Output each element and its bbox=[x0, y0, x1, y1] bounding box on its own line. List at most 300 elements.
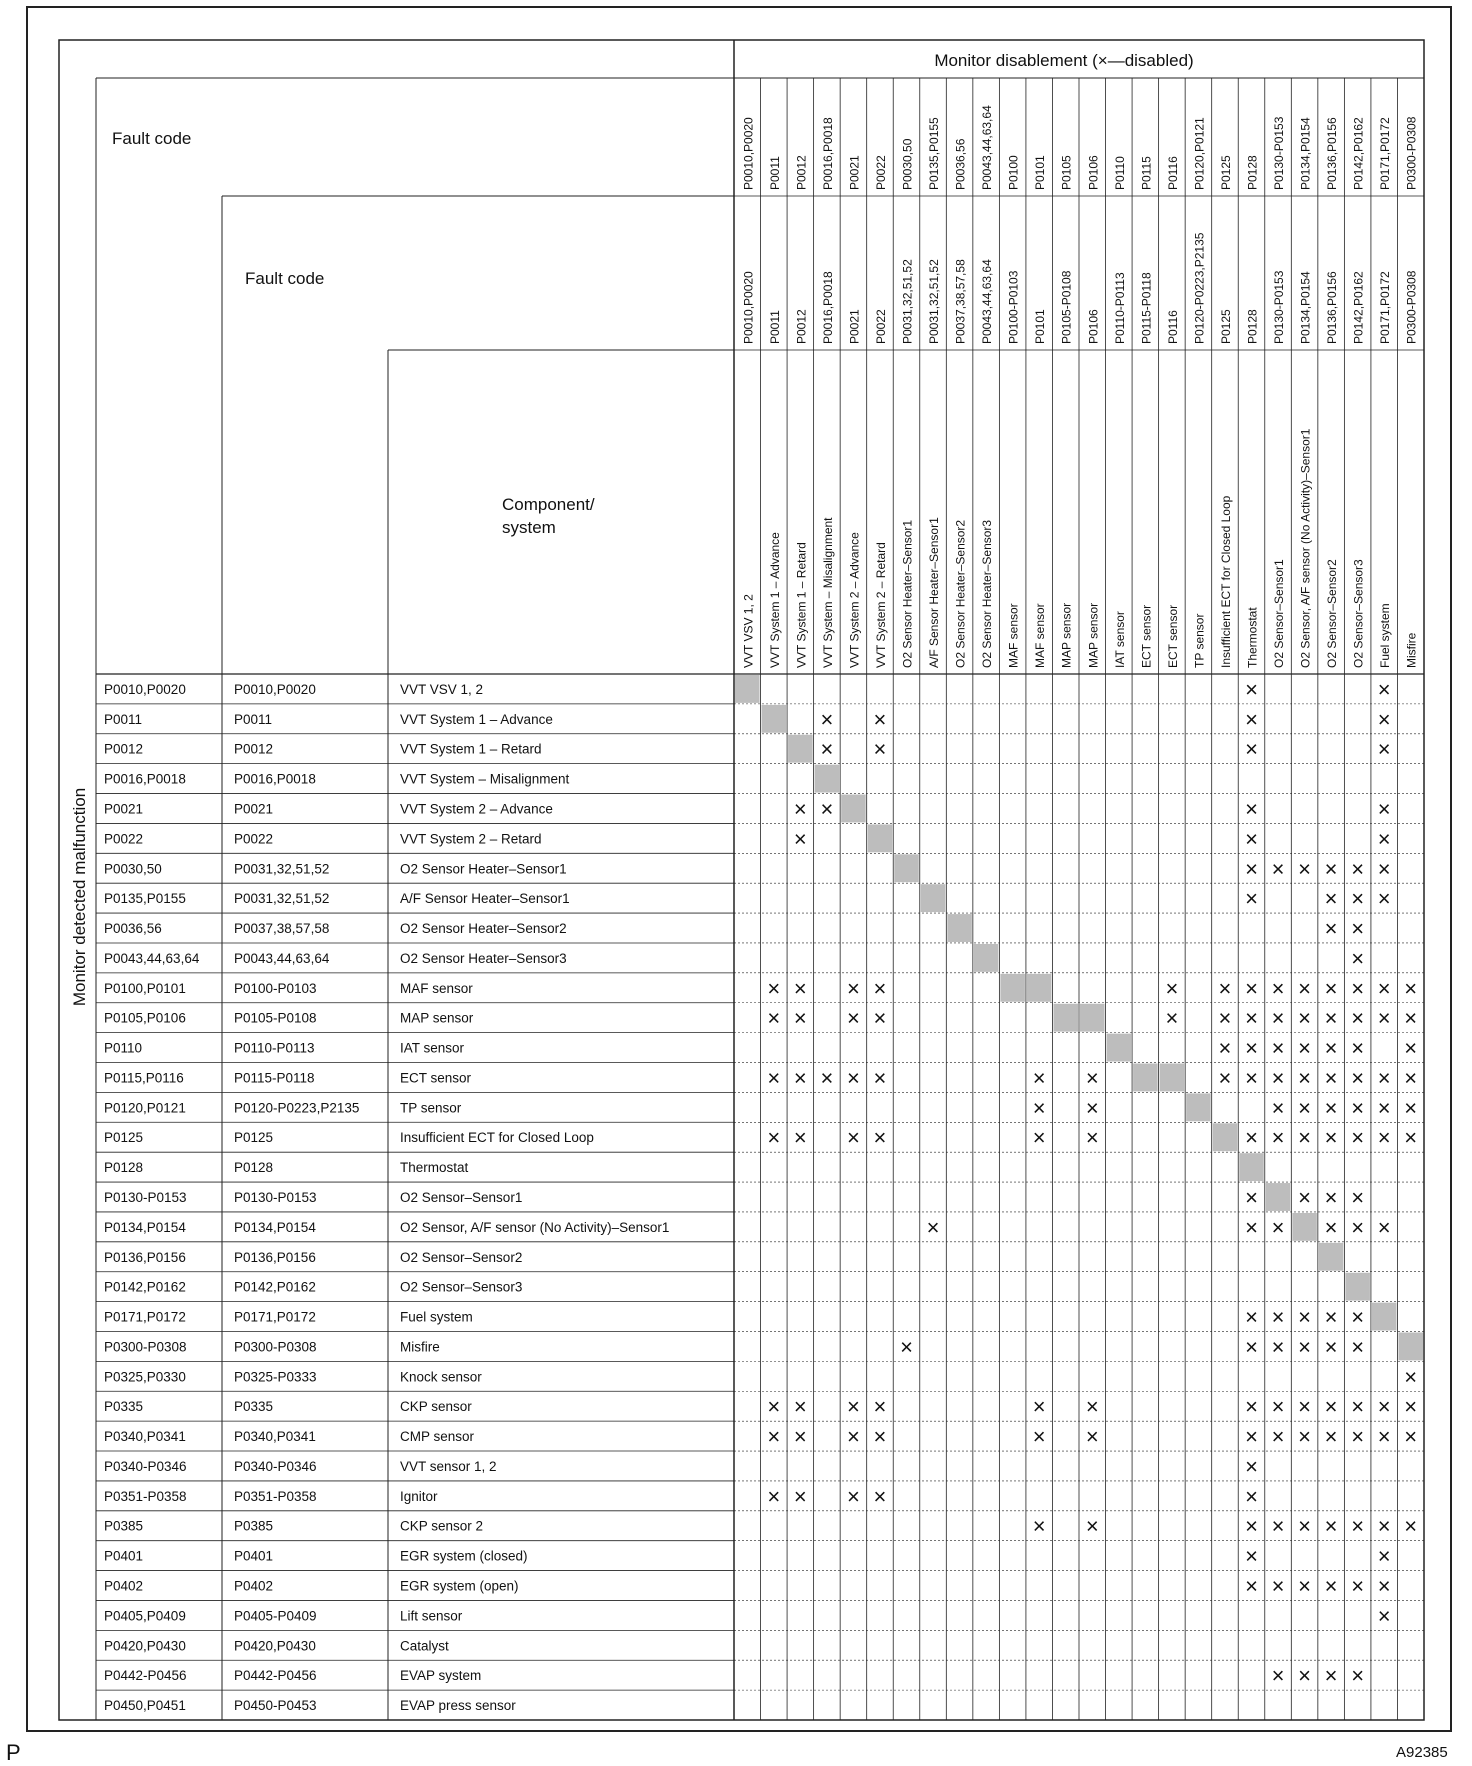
diagonal-shade-cell bbox=[1266, 1183, 1291, 1211]
column-code-2: P0136,P0156 bbox=[1325, 271, 1340, 344]
disable-mark: × bbox=[793, 796, 807, 822]
disable-mark: × bbox=[1271, 1394, 1285, 1420]
row-code-2: P0031,32,51,52 bbox=[234, 891, 330, 907]
disable-mark: × bbox=[1324, 1304, 1338, 1330]
disable-mark: × bbox=[1271, 1304, 1285, 1330]
row-component: EGR system (open) bbox=[400, 1578, 519, 1594]
row-component: O2 Sensor–Sensor3 bbox=[400, 1279, 523, 1295]
disable-mark: × bbox=[1351, 1394, 1365, 1420]
row-code-1: P0128 bbox=[104, 1160, 144, 1176]
disable-mark: × bbox=[793, 1394, 807, 1420]
disable-mark: × bbox=[1032, 1394, 1046, 1420]
row-component: Thermostat bbox=[400, 1160, 469, 1176]
row-component: CKP sensor 2 bbox=[400, 1518, 484, 1534]
disable-mark: × bbox=[1245, 1005, 1258, 1031]
disable-mark: × bbox=[846, 975, 860, 1001]
disable-mark: × bbox=[1377, 856, 1391, 882]
disable-mark: × bbox=[1245, 676, 1258, 702]
row-code-1: P0030,50 bbox=[104, 861, 162, 877]
disable-mark: × bbox=[1351, 1095, 1365, 1121]
diagonal-shade-cell bbox=[1080, 1004, 1105, 1032]
column-component: O2 Sensor Heater–Sensor1 bbox=[900, 519, 915, 668]
disable-mark: × bbox=[1085, 1095, 1099, 1121]
disable-mark: × bbox=[1165, 1005, 1179, 1031]
disable-mark: × bbox=[793, 826, 807, 852]
row-code-2: P0340,P0341 bbox=[234, 1429, 316, 1445]
disable-mark: × bbox=[1324, 1424, 1338, 1450]
row-code-1: P0340,P0341 bbox=[104, 1429, 186, 1445]
row-code-2: P0142,P0162 bbox=[234, 1279, 316, 1295]
disable-mark: × bbox=[1245, 1424, 1258, 1450]
disable-mark: × bbox=[793, 1005, 807, 1031]
column-code-1: P0101 bbox=[1033, 155, 1048, 190]
column-component: O2 Sensor–Sensor1 bbox=[1272, 559, 1287, 668]
column-component: IAT sensor bbox=[1112, 611, 1127, 668]
header-system: system bbox=[502, 518, 556, 537]
row-component: VVT System 1 – Retard bbox=[400, 741, 542, 757]
row-code-1: P0100,P0101 bbox=[104, 980, 186, 996]
diagonal-shade-cell bbox=[1186, 1093, 1211, 1121]
row-code-1: P0405,P0409 bbox=[104, 1608, 186, 1624]
disable-mark: × bbox=[1404, 975, 1418, 1001]
disable-mark: × bbox=[1377, 736, 1391, 762]
disable-mark: × bbox=[1377, 1573, 1391, 1599]
diagonal-shade-cell bbox=[815, 765, 840, 793]
column-component: O2 Sensor Heater–Sensor2 bbox=[953, 519, 968, 668]
row-code-2: P0335 bbox=[234, 1399, 274, 1415]
disable-mark: × bbox=[1351, 1065, 1365, 1091]
column-code-1: P0128 bbox=[1245, 155, 1260, 190]
column-code-1: P0106 bbox=[1086, 155, 1101, 190]
disable-mark: × bbox=[1324, 1065, 1338, 1091]
row-component: MAF sensor bbox=[400, 980, 473, 996]
row-component: Insufficient ECT for Closed Loop bbox=[400, 1130, 594, 1146]
row-component: Knock sensor bbox=[400, 1369, 482, 1385]
column-component: MAP sensor bbox=[1086, 602, 1101, 668]
diagonal-shade-cell bbox=[1239, 1153, 1264, 1181]
disable-mark: × bbox=[1245, 886, 1258, 912]
disable-mark: × bbox=[1324, 1513, 1338, 1539]
header-fault-code-1: Fault code bbox=[112, 129, 192, 148]
disable-mark: × bbox=[1404, 1513, 1418, 1539]
disable-mark: × bbox=[1298, 1304, 1312, 1330]
disable-mark: × bbox=[873, 1005, 887, 1031]
disable-mark: × bbox=[873, 736, 887, 762]
disable-mark: × bbox=[1377, 886, 1391, 912]
row-code-2: P0115-P0118 bbox=[234, 1070, 315, 1086]
column-code-2: P0300-P0308 bbox=[1404, 270, 1419, 344]
disable-mark: × bbox=[873, 706, 887, 732]
disable-mark: × bbox=[1271, 975, 1285, 1001]
disable-mark: × bbox=[846, 1424, 860, 1450]
disable-mark: × bbox=[1377, 1214, 1391, 1240]
disable-mark: × bbox=[1404, 1424, 1418, 1450]
disable-mark: × bbox=[1298, 1663, 1312, 1689]
disable-mark: × bbox=[1245, 1513, 1258, 1539]
row-component: CMP sensor bbox=[400, 1429, 475, 1445]
column-code-2: P0010,P0020 bbox=[741, 271, 756, 344]
disable-mark: × bbox=[1218, 1035, 1232, 1061]
disable-mark: × bbox=[1351, 1005, 1365, 1031]
row-code-2: P0043,44,63,64 bbox=[234, 950, 330, 966]
column-code-1: P0043,44,63,64 bbox=[980, 105, 995, 190]
row-code-1: P0011 bbox=[104, 711, 143, 727]
column-code-1: P0010,P0020 bbox=[741, 117, 756, 190]
disable-mark: × bbox=[873, 1394, 887, 1420]
row-code-2: P0401 bbox=[234, 1548, 274, 1564]
disable-mark: × bbox=[767, 1483, 781, 1509]
column-code-2: P0031,32,51,52 bbox=[927, 259, 942, 344]
column-component: VVT System 1 – Retard bbox=[794, 542, 809, 668]
disable-mark: × bbox=[1245, 1543, 1258, 1569]
disable-mark: × bbox=[1377, 1603, 1391, 1629]
row-code-1: P0130-P0153 bbox=[104, 1190, 187, 1205]
disable-mark: × bbox=[873, 1483, 887, 1509]
disable-mark: × bbox=[767, 1065, 781, 1091]
row-code-1: P0450,P0451 bbox=[104, 1698, 186, 1714]
disable-mark: × bbox=[1298, 1005, 1312, 1031]
disable-mark: × bbox=[1351, 1663, 1365, 1689]
disable-mark: × bbox=[1351, 1424, 1365, 1450]
disable-mark: × bbox=[1245, 1125, 1258, 1151]
diagonal-shade-cell bbox=[788, 735, 813, 763]
row-component: O2 Sensor Heater–Sensor3 bbox=[400, 950, 567, 966]
column-code-2: P0043,44,63,64 bbox=[980, 259, 995, 344]
diagonal-shade-cell bbox=[1372, 1303, 1397, 1331]
disable-mark: × bbox=[1324, 1185, 1338, 1210]
disable-mark: × bbox=[793, 1424, 807, 1450]
disable-mark: × bbox=[1404, 1394, 1418, 1420]
disable-mark: × bbox=[1377, 796, 1391, 822]
row-code-2: P0100-P0103 bbox=[234, 980, 317, 996]
row-code-2: P0128 bbox=[234, 1160, 274, 1176]
disable-mark: × bbox=[1324, 1035, 1338, 1061]
disable-mark: × bbox=[1271, 1663, 1285, 1689]
disable-mark: × bbox=[1351, 886, 1365, 912]
row-code-2: P0021 bbox=[234, 801, 274, 817]
disable-mark: × bbox=[1218, 975, 1232, 1001]
column-code-2: P0011 bbox=[767, 310, 782, 344]
diagonal-shade-cell bbox=[1292, 1213, 1317, 1241]
disable-mark: × bbox=[1351, 1185, 1365, 1210]
column-code-1: P0171,P0172 bbox=[1378, 117, 1393, 190]
disable-mark: × bbox=[1404, 1005, 1418, 1031]
disable-mark: × bbox=[846, 1483, 860, 1509]
disable-mark: × bbox=[1298, 1424, 1312, 1450]
row-code-1: P0142,P0162 bbox=[104, 1279, 186, 1295]
column-component: Insufficient ECT for Closed Loop bbox=[1218, 495, 1233, 668]
header-component: Component/ bbox=[502, 495, 595, 514]
row-code-2: P0385 bbox=[234, 1518, 274, 1534]
row-code-1: P0022 bbox=[104, 831, 144, 847]
row-code-1: P0110 bbox=[104, 1040, 143, 1056]
column-code-2: P0171,P0172 bbox=[1378, 271, 1393, 344]
column-component: O2 Sensor–Sensor3 bbox=[1351, 559, 1366, 668]
row-code-2: P0442-P0456 bbox=[234, 1668, 317, 1684]
disable-mark: × bbox=[1271, 1035, 1285, 1061]
disable-mark: × bbox=[1271, 1424, 1285, 1450]
disable-mark: × bbox=[873, 1065, 887, 1091]
disable-mark: × bbox=[1245, 975, 1258, 1001]
row-code-2: P0105-P0108 bbox=[234, 1010, 317, 1026]
row-code-2: P0351-P0358 bbox=[234, 1488, 317, 1504]
disable-mark: × bbox=[1298, 1513, 1312, 1539]
column-component: VVT System 2 – Retard bbox=[873, 542, 888, 668]
disable-mark: × bbox=[1271, 1513, 1285, 1539]
row-code-1: P0021 bbox=[104, 801, 144, 817]
disable-mark: × bbox=[1032, 1095, 1046, 1121]
column-code-1: P0120,P0121 bbox=[1192, 117, 1207, 190]
column-code-2: P0115-P0118 bbox=[1139, 272, 1154, 344]
disable-mark: × bbox=[1324, 1663, 1338, 1689]
disable-mark: × bbox=[1085, 1513, 1099, 1539]
diagonal-shade-cell bbox=[1398, 1332, 1423, 1360]
column-code-1: P0116 bbox=[1165, 156, 1180, 190]
diagonal-shade-cell bbox=[1107, 1034, 1132, 1062]
diagonal-shade-cell bbox=[894, 854, 919, 882]
disable-mark: × bbox=[1351, 1125, 1365, 1151]
row-code-1: P0135,P0155 bbox=[104, 891, 186, 907]
column-component: MAP sensor bbox=[1059, 602, 1074, 668]
disable-mark: × bbox=[1351, 975, 1365, 1001]
column-code-1: P0016,P0018 bbox=[820, 117, 835, 190]
row-code-2: P0010,P0020 bbox=[234, 681, 316, 697]
disable-mark: × bbox=[1245, 1453, 1258, 1479]
disable-mark: × bbox=[820, 706, 834, 732]
disable-mark: × bbox=[1245, 736, 1258, 762]
disable-mark: × bbox=[1271, 1005, 1285, 1031]
disable-mark: × bbox=[1245, 1483, 1258, 1509]
row-component: ECT sensor bbox=[400, 1070, 472, 1086]
disable-mark: × bbox=[1351, 1214, 1365, 1240]
disable-mark: × bbox=[1404, 1095, 1418, 1121]
row-code-2: P0405-P0409 bbox=[234, 1608, 317, 1624]
column-component: ECT sensor bbox=[1165, 604, 1180, 668]
column-component: A/F Sensor Heater–Sensor1 bbox=[927, 517, 942, 668]
disable-mark: × bbox=[1245, 856, 1258, 882]
row-code-2: P0037,38,57,58 bbox=[234, 921, 330, 937]
disable-mark: × bbox=[1298, 1394, 1312, 1420]
disable-mark: × bbox=[1245, 1214, 1258, 1240]
row-component: O2 Sensor Heater–Sensor1 bbox=[400, 861, 567, 877]
disable-mark: × bbox=[793, 1125, 807, 1151]
row-code-1: P0420,P0430 bbox=[104, 1638, 186, 1654]
row-code-1: P0125 bbox=[104, 1130, 144, 1146]
disable-mark: × bbox=[1245, 1185, 1258, 1210]
disable-mark: × bbox=[1377, 1424, 1391, 1450]
row-code-2: P0011 bbox=[234, 711, 273, 727]
row-component: IAT sensor bbox=[400, 1040, 465, 1056]
row-component: VVT sensor 1, 2 bbox=[400, 1458, 497, 1474]
column-code-2: P0012 bbox=[794, 309, 809, 344]
row-code-1: P0402 bbox=[104, 1578, 144, 1594]
disable-mark: × bbox=[1032, 1065, 1046, 1091]
diagonal-shade-cell bbox=[1000, 974, 1025, 1002]
column-code-2: P0037,38,57,58 bbox=[953, 259, 968, 344]
column-code-1: P0130-P0153 bbox=[1272, 116, 1287, 190]
disable-mark: × bbox=[1324, 1394, 1338, 1420]
disable-mark: × bbox=[1218, 1005, 1232, 1031]
disable-mark: × bbox=[793, 1483, 807, 1509]
diagonal-shade-cell bbox=[1133, 1064, 1158, 1092]
row-code-1: P0136,P0156 bbox=[104, 1249, 186, 1265]
disable-mark: × bbox=[1298, 1035, 1312, 1061]
row-component: TP sensor bbox=[400, 1100, 462, 1116]
row-component: EVAP system bbox=[400, 1668, 482, 1684]
column-code-2: P0125 bbox=[1218, 309, 1233, 344]
row-component: Lift sensor bbox=[400, 1608, 463, 1624]
column-code-2: P0100-P0103 bbox=[1006, 270, 1021, 344]
disable-mark: × bbox=[1298, 1573, 1312, 1599]
disable-mark: × bbox=[1404, 1364, 1418, 1390]
row-code-1: P0335 bbox=[104, 1399, 144, 1415]
column-code-1: P0100 bbox=[1006, 155, 1021, 190]
disable-mark: × bbox=[1324, 856, 1338, 882]
column-code-1: P0135,P0155 bbox=[927, 117, 942, 190]
disable-mark: × bbox=[1032, 1424, 1046, 1450]
row-component: A/F Sensor Heater–Sensor1 bbox=[400, 891, 570, 907]
row-component: MAP sensor bbox=[400, 1010, 474, 1026]
disable-mark: × bbox=[1351, 945, 1365, 971]
disable-mark: × bbox=[1298, 1334, 1312, 1360]
disable-mark: × bbox=[1351, 856, 1365, 882]
row-code-1: P0340-P0346 bbox=[104, 1458, 187, 1474]
disable-mark: × bbox=[1324, 916, 1338, 942]
diagonal-shade-cell bbox=[947, 914, 972, 942]
disable-mark: × bbox=[1351, 1304, 1365, 1330]
column-code-1: P0110 bbox=[1112, 156, 1127, 190]
disable-mark: × bbox=[873, 1125, 887, 1151]
column-code-2: P0128 bbox=[1245, 309, 1260, 344]
disable-mark: × bbox=[1032, 1513, 1046, 1539]
column-code-2: P0110-P0113 bbox=[1112, 272, 1127, 344]
disable-mark: × bbox=[1377, 1513, 1391, 1539]
diagonal-shade-cell bbox=[974, 944, 999, 972]
disable-mark: × bbox=[1377, 1095, 1391, 1121]
disable-mark: × bbox=[820, 736, 834, 762]
disable-mark: × bbox=[1218, 1065, 1232, 1091]
column-code-2: P0031,32,51,52 bbox=[900, 259, 915, 344]
row-component: O2 Sensor, A/F sensor (No Activity)–Sensor1 bbox=[400, 1219, 670, 1235]
disable-mark: × bbox=[1377, 1125, 1391, 1151]
disable-mark: × bbox=[1271, 1214, 1285, 1240]
column-code-1: P0036,56 bbox=[953, 138, 968, 190]
row-code-1: P0115,P0116 bbox=[104, 1070, 184, 1086]
column-code-1: P0300-P0308 bbox=[1404, 116, 1419, 190]
column-component: O2 Sensor–Sensor2 bbox=[1325, 559, 1340, 668]
row-code-1: P0012 bbox=[104, 741, 144, 757]
disable-mark: × bbox=[793, 1065, 807, 1091]
row-component: EGR system (closed) bbox=[400, 1548, 528, 1564]
column-component: MAF sensor bbox=[1006, 603, 1021, 668]
column-component: MAF sensor bbox=[1033, 603, 1048, 668]
column-component: Fuel system bbox=[1378, 603, 1393, 668]
disable-mark: × bbox=[1324, 1125, 1338, 1151]
row-component: O2 Sensor–Sensor2 bbox=[400, 1249, 523, 1265]
column-code-2: P0106 bbox=[1086, 309, 1101, 344]
row-component: EVAP press sensor bbox=[400, 1698, 516, 1714]
row-code-2: P0134,P0154 bbox=[234, 1219, 316, 1235]
disable-mark: × bbox=[1324, 975, 1338, 1001]
column-code-2: P0134,P0154 bbox=[1298, 271, 1313, 344]
column-component: TP sensor bbox=[1192, 613, 1207, 668]
disable-mark: × bbox=[1351, 916, 1365, 942]
figure-id: A92385 bbox=[1396, 1744, 1448, 1761]
column-code-1: P0125 bbox=[1218, 155, 1233, 190]
row-code-1: P0300-P0308 bbox=[104, 1339, 187, 1355]
disable-mark: × bbox=[1245, 796, 1258, 822]
disable-mark: × bbox=[1085, 1125, 1099, 1151]
table-title: Monitor disablement (×—disabled) bbox=[934, 51, 1194, 70]
disable-mark: × bbox=[1377, 826, 1391, 852]
row-component: VVT System – Misalignment bbox=[400, 771, 570, 787]
disable-mark: × bbox=[1351, 1573, 1365, 1599]
disable-mark: × bbox=[1377, 676, 1391, 702]
column-code-1: P0022 bbox=[873, 155, 888, 190]
disable-mark: × bbox=[900, 1334, 913, 1360]
diagonal-shade-cell bbox=[921, 884, 946, 912]
disable-mark: × bbox=[1245, 1394, 1258, 1420]
row-code-1: P0442-P0456 bbox=[104, 1668, 187, 1684]
disable-mark: × bbox=[1324, 1005, 1338, 1031]
disable-mark: × bbox=[820, 796, 834, 822]
disable-mark: × bbox=[1404, 1035, 1418, 1061]
disable-mark: × bbox=[926, 1214, 940, 1240]
row-code-2: P0031,32,51,52 bbox=[234, 861, 330, 877]
diagonal-shade-cell bbox=[1319, 1243, 1344, 1271]
column-code-2: P0105-P0108 bbox=[1059, 270, 1074, 344]
row-component: CKP sensor bbox=[400, 1399, 472, 1415]
column-code-2: P0101 bbox=[1033, 309, 1048, 344]
row-code-1: P0105,P0106 bbox=[104, 1010, 186, 1026]
disable-mark: × bbox=[1032, 1125, 1046, 1151]
disable-mark: × bbox=[1351, 1334, 1365, 1360]
row-component: VVT System 1 – Advance bbox=[400, 711, 553, 727]
disable-mark: × bbox=[1298, 975, 1312, 1001]
disable-mark: × bbox=[1377, 706, 1391, 732]
diagonal-shade-cell bbox=[1160, 1064, 1185, 1092]
row-code-2: P0450-P0453 bbox=[234, 1698, 317, 1714]
column-code-1: P0134,P0154 bbox=[1298, 117, 1313, 190]
column-code-2: P0016,P0018 bbox=[820, 271, 835, 344]
disable-mark: × bbox=[1298, 856, 1312, 882]
disable-mark: × bbox=[1324, 1095, 1338, 1121]
column-code-1: P0136,P0156 bbox=[1325, 117, 1340, 190]
disable-mark: × bbox=[1245, 1334, 1258, 1360]
row-component: Catalyst bbox=[400, 1638, 449, 1654]
disable-mark: × bbox=[1324, 1214, 1338, 1240]
disable-mark: × bbox=[1377, 1005, 1391, 1031]
disable-mark: × bbox=[873, 975, 887, 1001]
column-code-2: P0120-P0223,P2135 bbox=[1192, 232, 1207, 344]
column-code-1: P0115 bbox=[1139, 156, 1154, 190]
disable-mark: × bbox=[1271, 1095, 1285, 1121]
row-code-1: P0016,P0018 bbox=[104, 771, 186, 787]
column-code-1: P0030,50 bbox=[900, 138, 915, 190]
column-component: O2 Sensor, A/F sensor (No Activity)–Sensor1 bbox=[1298, 428, 1313, 668]
column-component: VVT VSV 1, 2 bbox=[741, 594, 756, 668]
disable-mark: × bbox=[1298, 1185, 1312, 1210]
row-code-1: P0010,P0020 bbox=[104, 681, 186, 697]
column-component: Misfire bbox=[1404, 632, 1419, 668]
corner-letter: P bbox=[6, 1740, 21, 1765]
disable-mark: × bbox=[1377, 1543, 1391, 1569]
disable-mark: × bbox=[1271, 1065, 1285, 1091]
disable-mark: × bbox=[846, 1005, 860, 1031]
diagonal-shade-cell bbox=[1053, 1004, 1078, 1032]
disable-mark: × bbox=[846, 1394, 860, 1420]
disable-mark: × bbox=[1298, 1095, 1312, 1121]
